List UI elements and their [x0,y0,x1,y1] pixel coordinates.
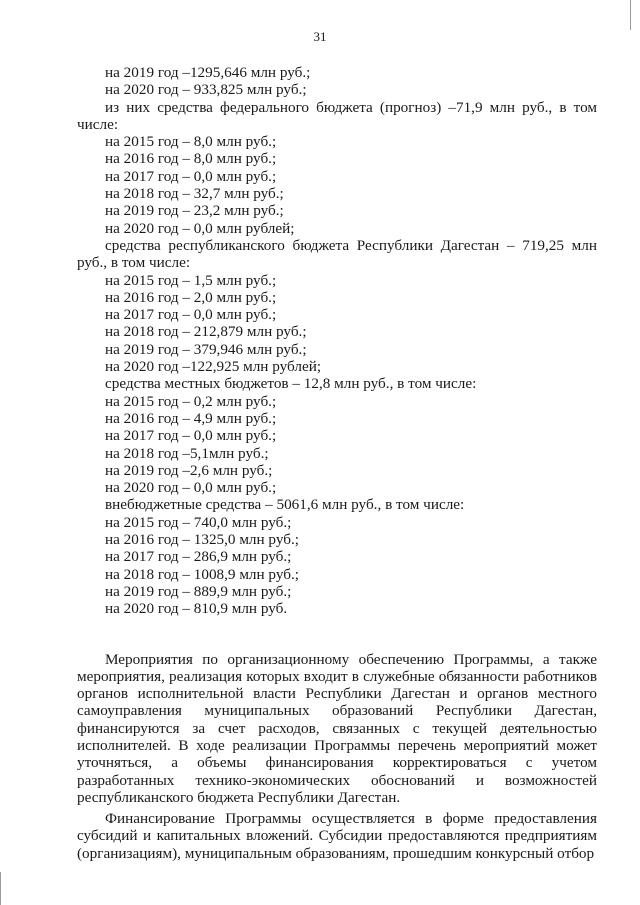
extrabudget-year-line: на 2017 год – 286,9 млн руб.; [105,548,292,566]
federal-intro: из них средства федерального бюджета (прогноз) –71,9 млн руб., в том [105,98,597,116]
republic-year-line: на 2015 год – 1,5 млн руб.; [105,271,277,289]
local-year-line: на 2018 год –5,1млн руб.; [105,444,269,462]
funding-line: на 2019 год –1295,646 млн руб.; [105,64,311,81]
republic-year-line: на 2017 год – 0,0 млн руб.; [105,306,277,324]
scan-edge-mark [630,0,631,30]
federal-year-line: на 2016 год – 8,0 млн руб.; [105,150,277,168]
republic-year-line: на 2018 год – 212,879 млн руб.; [105,323,307,341]
local-year-line: на 2017 год – 0,0 млн руб.; [105,427,277,445]
extrabudget-year-line: на 2019 год – 889,9 млн руб.; [105,582,292,600]
local-intro: средства местных бюджетов – 12,8 млн руб., в том числе: [105,375,477,393]
federal-year-line: на 2017 год – 0,0 млн руб.; [105,167,277,185]
funding-line: на 2020 год – 933,825 млн руб.; [105,81,307,99]
republic-year-line: на 2020 год –122,925 млн рублей; [105,358,322,376]
extrabudget-intro: внебюджетные средства – 5061,6 млн руб., в том числе: [105,496,465,514]
republic-intro: средства республиканского бюджета Республики Дагестан – 719,25 млн [105,236,597,254]
local-year-line: на 2016 год – 4,9 млн руб.; [105,409,277,427]
paragraph-financing-form: Финансирование Программы осуществляется в форме предоставления субсидий и капитальных вложений. Субсидии предоставляются предприятиям (организациям), муниципальным образованиям, прошедшим конкурсный отбор [77,810,597,862]
local-year-line: на 2020 год – 0,0 млн руб.; [105,479,277,497]
section-gap [77,618,597,651]
extrabudget-year-line: на 2015 год – 740,0 млн руб.; [105,513,292,531]
federal-intro-cont: числе: [77,115,119,133]
federal-year-line: на 2018 год – 32,7 млн руб.; [105,185,284,203]
page-number: 31 [313,29,327,44]
document-body [77,64,597,862]
scan-edge-mark [0,872,1,905]
local-year-line: на 2015 год – 0,2 млн руб.; [105,392,277,410]
republic-intro-cont: руб., в том числе: [77,254,191,272]
republic-year-line: на 2019 год – 379,946 млн руб.; [105,340,307,358]
prose-block [77,651,597,863]
extrabudget-year-line: на 2018 год – 1008,9 млн руб.; [105,565,299,583]
republic-year-line: на 2016 год – 2,0 млн руб.; [105,288,277,306]
federal-year-line: на 2019 год – 23,2 млн руб.; [105,202,284,220]
local-year-line: на 2019 год –2,6 млн руб.; [105,461,273,479]
federal-year-line: на 2015 год – 8,0 млн руб.; [105,133,277,151]
federal-year-line: на 2020 год – 0,0 млн рублей; [105,219,295,237]
extrabudget-year-line: на 2016 год – 1325,0 млн руб.; [105,531,299,549]
paragraph-organizational: Мероприятия по организационному обеспечению Программы, а также мероприятия, реализация которых входит в служебные обязанности работников органов исполнительной власти Республики Дагестан и органов местного самоуправления муниципальных образований Республики Дагестан, финансируются за счет расходов, связанных с текущей деятельностью исполнителей. В ходе реализации Программы перечень мероприятий может уточняться, а объемы финансирования корректироваться с учетом разработанных технико-экономических обоснований и возможностей республиканского бюджета Республики Дагестан. [77,650,597,806]
extrabudget-year-line: на 2020 год – 810,9 млн руб. [105,600,288,618]
